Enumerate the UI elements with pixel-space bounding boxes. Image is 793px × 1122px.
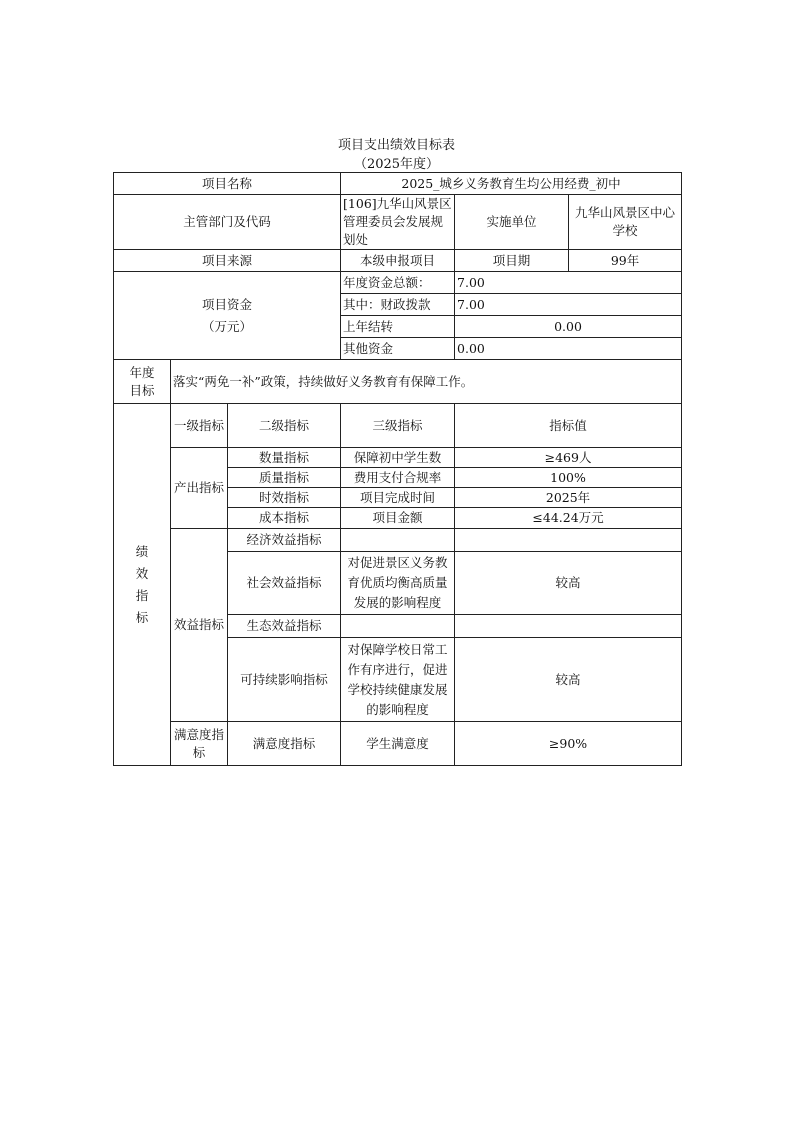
- row-indicator-header: [114, 404, 682, 448]
- label-implementer: 实施单位: [455, 195, 569, 250]
- indicator-row: [114, 722, 682, 766]
- label-performance-char: 效: [135, 565, 149, 581]
- label-performance-text: [116, 541, 168, 629]
- value-project-name: 2025_城乡义务教育生均公用经费_初中: [341, 173, 682, 195]
- label-source: 项目来源: [114, 250, 341, 272]
- label-goal-line1: 年度: [129, 364, 155, 380]
- benefit-l3: [341, 615, 455, 638]
- benefit-l3: [341, 529, 455, 552]
- label-satisfaction: 满意度指标: [171, 722, 228, 766]
- header-value: 指标值: [455, 404, 682, 448]
- document-subtitle: （2025年度）: [353, 157, 440, 172]
- benefit-l2: 可持续影响指标: [228, 638, 341, 722]
- row-project-name: [114, 173, 682, 195]
- label-fiscal: 其中：财政拨款: [341, 294, 455, 316]
- performance-table: [113, 172, 682, 766]
- benefit-value: [455, 529, 682, 552]
- benefit-value: 较高: [455, 552, 682, 615]
- output-value: ≥469人: [455, 448, 682, 468]
- benefit-l2: 生态效益指标: [228, 615, 341, 638]
- header-level1: 一级指标: [171, 404, 228, 448]
- label-funds-line1: 项目资金: [202, 296, 253, 312]
- indicator-row: [114, 529, 682, 552]
- label-performance-char: 标: [135, 609, 149, 625]
- satisfaction-value: ≥90%: [455, 722, 682, 766]
- indicator-row: [114, 448, 682, 468]
- row-goal: [114, 360, 682, 404]
- output-l3: 项目完成时间: [341, 488, 455, 508]
- value-department: [106]九华山风景区管理委员会发展规划处: [341, 195, 455, 250]
- value-period: 99年: [569, 250, 682, 272]
- label-performance-char: 指: [135, 587, 149, 603]
- value-fiscal: 7.00: [455, 294, 682, 316]
- label-goal: [114, 360, 171, 404]
- label-other: 其他资金: [341, 338, 455, 360]
- output-value: 2025年: [455, 488, 682, 508]
- value-implementer: 九华山风景区中心学校: [569, 195, 682, 250]
- label-performance: [114, 404, 171, 766]
- benefit-l3: 对促进景区义务教育优质均衡高质量发展的影响程度: [341, 552, 455, 615]
- benefit-value: [455, 615, 682, 638]
- output-value: ≤44.24万元: [455, 508, 682, 529]
- benefit-l2: 经济效益指标: [228, 529, 341, 552]
- output-l2: 成本指标: [228, 508, 341, 529]
- header-level3: 三级指标: [341, 404, 455, 448]
- label-period: 项目期: [455, 250, 569, 272]
- output-l2: 质量指标: [228, 468, 341, 488]
- row-department: [114, 195, 682, 250]
- label-department: 主管部门及代码: [114, 195, 341, 250]
- value-carryover: 0.00: [455, 316, 682, 338]
- output-l3: 保障初中学生数: [341, 448, 455, 468]
- benefit-value: 较高: [455, 638, 682, 722]
- label-project-name: 项目名称: [114, 173, 341, 195]
- value-goal: 落实“两免一补”政策，持续做好义务教育有保障工作。: [171, 360, 682, 404]
- row-source: [114, 250, 682, 272]
- output-value: 100%: [455, 468, 682, 488]
- label-funds: [114, 272, 341, 360]
- output-l2: 数量指标: [228, 448, 341, 468]
- header-level2: 二级指标: [228, 404, 341, 448]
- output-l2: 时效指标: [228, 488, 341, 508]
- label-carryover: 上年结转: [341, 316, 455, 338]
- document-title: 项目支出绩效目标表: [337, 138, 455, 153]
- output-l3: 项目金额: [341, 508, 455, 529]
- label-output: 产出指标: [171, 448, 228, 529]
- label-performance-char: 绩: [135, 543, 149, 559]
- label-goal-line2: 目标: [129, 382, 155, 398]
- value-source: 本级申报项目: [341, 250, 455, 272]
- value-other: 0.00: [455, 338, 682, 360]
- satisfaction-l2: 满意度指标: [228, 722, 341, 766]
- benefit-l3: 对保障学校日常工作有序进行，促进学校持续健康发展的影响程度: [341, 638, 455, 722]
- label-benefit: 效益指标: [171, 529, 228, 722]
- label-funds-line2: （万元）: [202, 318, 253, 334]
- output-l3: 费用支付合规率: [341, 468, 455, 488]
- row-annual-total: [114, 272, 682, 294]
- value-annual-total: 7.00: [455, 272, 682, 294]
- satisfaction-l3: 学生满意度: [341, 722, 455, 766]
- benefit-l2: 社会效益指标: [228, 552, 341, 615]
- label-annual-total: 年度资金总额：: [341, 272, 455, 294]
